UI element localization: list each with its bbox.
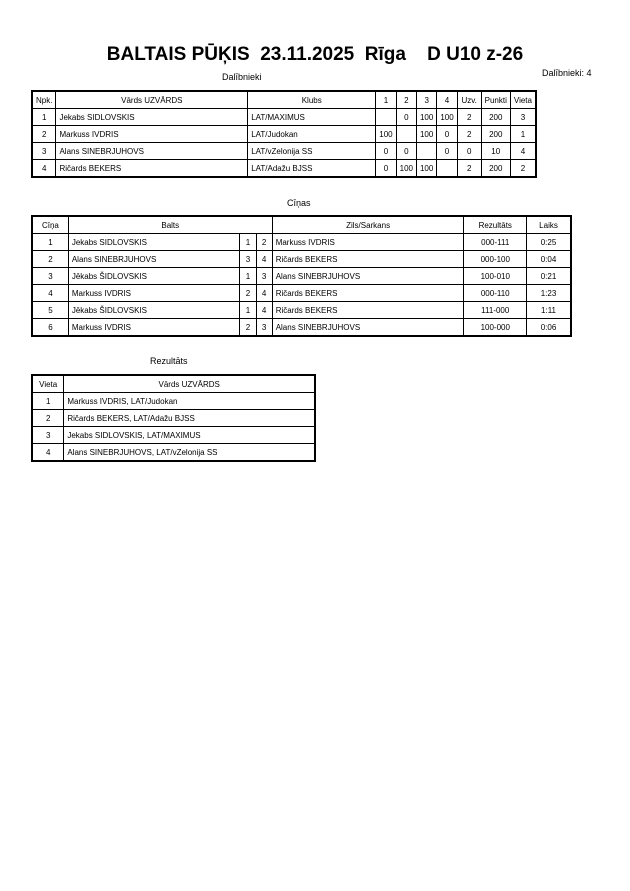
row-club: LAT/Adažu BJSS <box>248 160 376 178</box>
fight-blue-name: Markuss IVDRIS <box>272 234 464 251</box>
row-score-3 <box>416 143 436 160</box>
table-row <box>32 160 536 178</box>
fight-result: 100-000 <box>464 319 527 337</box>
fight-white-number: 1 <box>240 234 256 251</box>
fight-no: 3 <box>32 268 68 285</box>
fight-blue-number: 4 <box>256 251 272 268</box>
row-wins: 2 <box>457 126 481 143</box>
col-header-name: Vārds UZVĀRDS <box>56 91 248 109</box>
fight-blue-number: 3 <box>256 319 272 337</box>
fight-blue-number: 3 <box>256 268 272 285</box>
col-header-score-3: 3 <box>416 91 436 109</box>
table-row <box>32 444 315 462</box>
col-header-club: Klubs <box>248 91 376 109</box>
row-score-3: 100 <box>416 160 436 178</box>
fight-no: 6 <box>32 319 68 337</box>
col-header-fight-no: Cīņa <box>32 216 68 234</box>
row-club: LAT/vZelonija SS <box>248 143 376 160</box>
col-header-white: Balts <box>68 216 272 234</box>
table-row <box>32 410 315 427</box>
table-row <box>32 393 315 410</box>
fight-result: 111-000 <box>464 302 527 319</box>
table-row <box>32 109 536 126</box>
fight-time: 0:21 <box>527 268 571 285</box>
fight-result: 000-111 <box>464 234 527 251</box>
col-header-score-4: 4 <box>437 91 457 109</box>
row-score-3: 100 <box>416 126 436 143</box>
table-row <box>32 126 536 143</box>
col-header-place: Vieta <box>510 91 536 109</box>
result-place: 3 <box>32 427 64 444</box>
col-header-points: Punkti <box>481 91 510 109</box>
fight-white-number: 3 <box>240 251 256 268</box>
fight-blue-name: Alans SINEBRJUHOVS <box>272 319 464 337</box>
fight-time: 0:04 <box>527 251 571 268</box>
row-npk: 1 <box>32 109 56 126</box>
row-name: Alans SINEBRJUHOVS <box>56 143 248 160</box>
row-place: 2 <box>510 160 536 178</box>
fights-header-row <box>32 216 571 234</box>
row-points: 10 <box>481 143 510 160</box>
row-npk: 4 <box>32 160 56 178</box>
fight-time: 0:25 <box>527 234 571 251</box>
result-name: Jekabs SIDLOVSKIS, LAT/MAXIMUS <box>64 427 315 444</box>
row-points: 200 <box>481 109 510 126</box>
row-score-4 <box>437 160 457 178</box>
fight-white-number: 1 <box>240 302 256 319</box>
col-header-wins: Uzv. <box>457 91 481 109</box>
table-row <box>32 251 571 268</box>
row-score-2: 0 <box>396 109 416 126</box>
fight-no: 5 <box>32 302 68 319</box>
result-place: 2 <box>32 410 64 427</box>
fight-blue-number: 4 <box>256 302 272 319</box>
fight-no: 1 <box>32 234 68 251</box>
row-score-4: 0 <box>437 126 457 143</box>
fight-no: 2 <box>32 251 68 268</box>
fight-blue-name: Ričards BEKERS <box>272 302 464 319</box>
row-wins: 0 <box>457 143 481 160</box>
table-row <box>32 285 571 302</box>
table-row <box>32 268 571 285</box>
row-score-2 <box>396 126 416 143</box>
fight-blue-number: 2 <box>256 234 272 251</box>
row-score-4: 100 <box>437 109 457 126</box>
row-place: 3 <box>510 109 536 126</box>
page-title: BALTAIS PŪĶIS 23.11.2025 Rīga D U10 z-26 <box>106 44 524 65</box>
col-header-time: Laiks <box>527 216 571 234</box>
fights-table <box>31 215 572 337</box>
col-header-place: Vieta <box>32 375 64 393</box>
row-points: 200 <box>481 160 510 178</box>
col-header-blue: Zils/Sarkans <box>272 216 464 234</box>
row-score-4: 0 <box>437 143 457 160</box>
row-name: Ričards BEKERS <box>56 160 248 178</box>
results-table <box>31 374 316 462</box>
fight-white-name: Jēkabs ŠIDLOVSKIS <box>68 268 240 285</box>
col-header-npk: Npk. <box>32 91 56 109</box>
fight-time: 0:06 <box>527 319 571 337</box>
col-header-score-2: 2 <box>396 91 416 109</box>
fight-white-number: 2 <box>240 319 256 337</box>
fight-result: 000-110 <box>464 285 527 302</box>
table-row <box>32 234 571 251</box>
fight-time: 1:23 <box>527 285 571 302</box>
fight-result: 100-010 <box>464 268 527 285</box>
table-row <box>32 427 315 444</box>
row-points: 200 <box>481 126 510 143</box>
row-npk: 3 <box>32 143 56 160</box>
row-score-2: 0 <box>396 143 416 160</box>
fight-no: 4 <box>32 285 68 302</box>
row-name: Markuss IVDRIS <box>56 126 248 143</box>
fight-white-number: 2 <box>240 285 256 302</box>
participants-count: Dalībnieki: 4 <box>542 68 592 78</box>
participants-table <box>31 90 537 178</box>
row-npk: 2 <box>32 126 56 143</box>
row-place: 4 <box>510 143 536 160</box>
result-place: 4 <box>32 444 64 462</box>
fight-result: 000-100 <box>464 251 527 268</box>
results-header-row <box>32 375 315 393</box>
fight-white-name: Jēkabs ŠIDLOVSKIS <box>68 302 240 319</box>
fight-time: 1:11 <box>527 302 571 319</box>
fight-white-name: Markuss IVDRIS <box>68 319 240 337</box>
row-club: LAT/MAXIMUS <box>248 109 376 126</box>
row-score-1: 0 <box>376 143 396 160</box>
row-score-1 <box>376 109 396 126</box>
row-score-1: 0 <box>376 160 396 178</box>
participants-section-label: Dalībnieki <box>222 72 262 82</box>
row-wins: 2 <box>457 160 481 178</box>
fight-blue-name: Ričards BEKERS <box>272 251 464 268</box>
fight-blue-name: Alans SINEBRJUHOVS <box>272 268 464 285</box>
result-name: Ričards BEKERS, LAT/Adažu BJSS <box>64 410 315 427</box>
row-club: LAT/Judokan <box>248 126 376 143</box>
fight-white-number: 1 <box>240 268 256 285</box>
col-header-score-1: 1 <box>376 91 396 109</box>
row-score-2: 100 <box>396 160 416 178</box>
result-place: 1 <box>32 393 64 410</box>
fight-blue-number: 4 <box>256 285 272 302</box>
row-score-1: 100 <box>376 126 396 143</box>
row-name: Jekabs SIDLOVSKIS <box>56 109 248 126</box>
row-score-3: 100 <box>416 109 436 126</box>
participants-header-row <box>32 91 536 109</box>
fights-section-label: Cīņas <box>287 198 311 208</box>
results-section-label: Rezultāts <box>150 356 188 366</box>
result-name: Markuss IVDRIS, LAT/Judokan <box>64 393 315 410</box>
table-row <box>32 302 571 319</box>
table-row <box>32 319 571 337</box>
fight-white-name: Markuss IVDRIS <box>68 285 240 302</box>
row-wins: 2 <box>457 109 481 126</box>
col-header-result: Rezultāts <box>464 216 527 234</box>
fight-white-name: Jekabs SIDLOVSKIS <box>68 234 240 251</box>
row-place: 1 <box>510 126 536 143</box>
col-header-name: Vārds UZVĀRDS <box>64 375 315 393</box>
fight-blue-name: Ričards BEKERS <box>272 285 464 302</box>
fight-white-name: Alans SINEBRJUHOVS <box>68 251 240 268</box>
result-name: Alans SINEBRJUHOVS, LAT/vZelonija SS <box>64 444 315 462</box>
table-row <box>32 143 536 160</box>
